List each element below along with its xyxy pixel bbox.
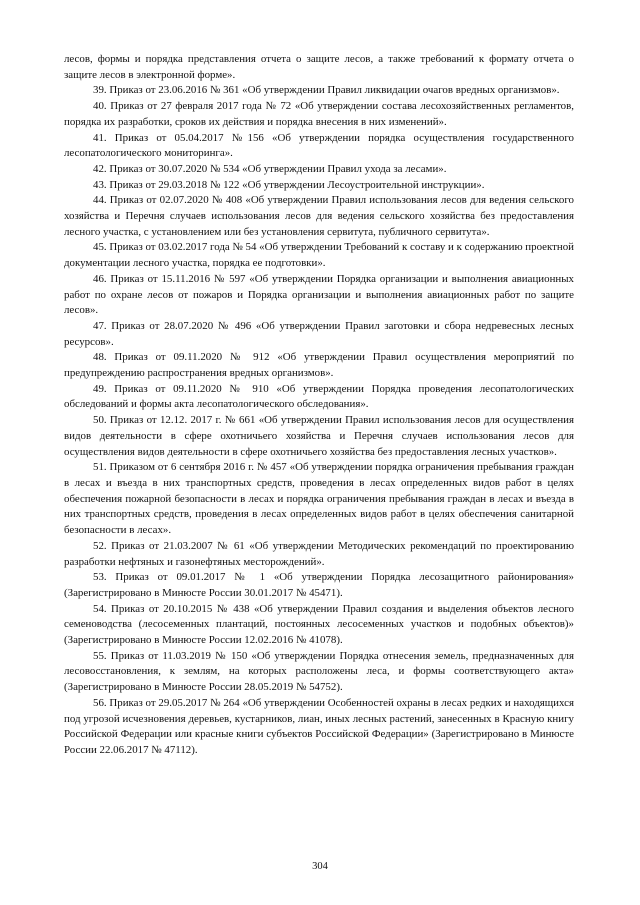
paragraph-item-39: 39. Приказ от 23.06.2016 № 361 «Об утверждении Правил ликвидации очагов вредных организмов».	[93, 84, 560, 97]
paragraph-item-56: 56. Приказ от 29.05.2017 № 264 «Об утверждении Особенностей охраны в лесах редких и находящихся под угрозой исчезновения деревьев, кустарников, лиан, иных лесных растений, занесенных в Красную книгу Российской Федерации или красные книги субъектов Российской Федерации» (Зарегистрировано в Минюсте России 22.06.2017 № 47112).	[64, 696, 574, 756]
paragraph-item-45: 45. Приказ от 03.02.2017 года № 54 «Об утверждении Требований к составу и к содержанию проектной документации лесного участка, порядка ее подготовки».	[64, 241, 574, 270]
paragraph-item-49: 49. Приказ от 09.11.2020 № 910 «Об утверждении Порядка проведения лесопатологических обследований и формы акта лесопатологического обследования».	[64, 382, 574, 411]
paragraph-item-44: 44. Приказ от 02.07.2020 № 408 «Об утверждении Правил использования лесов для ведения сельского хозяйства и Перечня случаев использования лесов для ведения сельского хозяйства без предоставления лесного участка, с установлением или без установления сервитута, публичного сервитута».	[64, 194, 574, 238]
paragraph-item-43: 43. Приказ от 29.03.2018 № 122 «Об утверждении Лесоустроительной инструкции».	[93, 178, 485, 191]
paragraph-item-48: 48. Приказ от 09.11.2020 № 912 «Об утверждении Правил осуществления мероприятий по предупреждению распространения вредных организмов».	[64, 351, 574, 380]
paragraph-continuation: лесов, формы и порядка представления отчета о защите лесов, а также требований к формату отчета о защите лесов в электронной форме».	[64, 53, 574, 81]
paragraph-item-51: 51. Приказом от 6 сентября 2016 г. № 457 «Об утверждении порядка ограничения пребывания граждан в лесах и въезда в них транспортных средств, проведения в лесах определенных видов работ в целях обеспечения пожарной безопасности в лесах и порядка ограничения пребывания граждан в лесах и въезда в них транспортных средств, проведения в лесах определенных видов работ в целях обеспечения санитарной безопасности в лесах».	[64, 461, 574, 537]
paragraph-item-47: 47. Приказ от 28.07.2020 № 496 «Об утверждении Правил заготовки и сбора недревесных лесных ресурсов».	[64, 319, 574, 348]
paragraph-item-46: 46. Приказ от 15.11.2016 № 597 «Об утверждении Порядка организации и выполнения авиационных работ по охране лесов от пожаров и Порядка организации и выполнения авиационных работ по защите лесов».	[64, 272, 574, 317]
paragraph-item-42: 42. Приказ от 30.07.2020 № 534 «Об утверждении Правил ухода за лесами».	[93, 162, 447, 175]
paragraph-item-54: 54. Приказ от 20.10.2015 № 438 «Об утверждении Правил создания и выделения объектов лесного семеноводства (лесосеменных плантаций, постоянных лесосеменных участков и подобных объектов)» (Зарегистрировано в Минюсте России 12.02.2016 № 41078).	[64, 602, 574, 647]
paragraph-item-55: 55. Приказ от 11.03.2019 № 150 «Об утверждении Порядка отнесения земель, предназначенных для лесовосстановления, к землям, на которых расположены леса, и формы соответствующего акта» (Зарегистрировано в Минюсте России 28.05.2019 № 54752).	[64, 649, 574, 694]
paragraph-item-50: 50. Приказ от 12.12. 2017 г. № 661 «Об утверждении Правил использования лесов для осуществления видов деятельности в сфере охотничьего хозяйства и Перечня случаев использования лесов для осуществления видов деятельности в сфере охотничьего хозяйства без предоставления лесных участков».	[64, 414, 574, 458]
paragraph-item-40: 40. Приказ от 27 февраля 2017 года № 72 «Об утверждении состава лесохозяйственных регламентов, порядка их разработки, сроков их действия и порядка внесения в них изменений».	[64, 100, 574, 128]
paragraph-item-53: 53. Приказ от 09.01.2017 № 1 «Об утверждении Порядка лесозащитного районирования» (Зарегистрировано в Минюсте России 30.01.2017 № 45471).	[64, 571, 574, 599]
paragraph-item-41: 41. Приказ от 05.04.2017 №156 «Об утверждении порядка осуществления государственного лесопатологического мониторинга».	[64, 131, 574, 160]
paragraph-item-52: 52. Приказ от 21.03.2007 № 61 «Об утверждении Методических рекомендаций по проектированию разработки нефтяных и газонефтяных месторождений».	[64, 539, 574, 568]
page-number: 304	[312, 861, 328, 872]
document-body	[64, 52, 574, 759]
